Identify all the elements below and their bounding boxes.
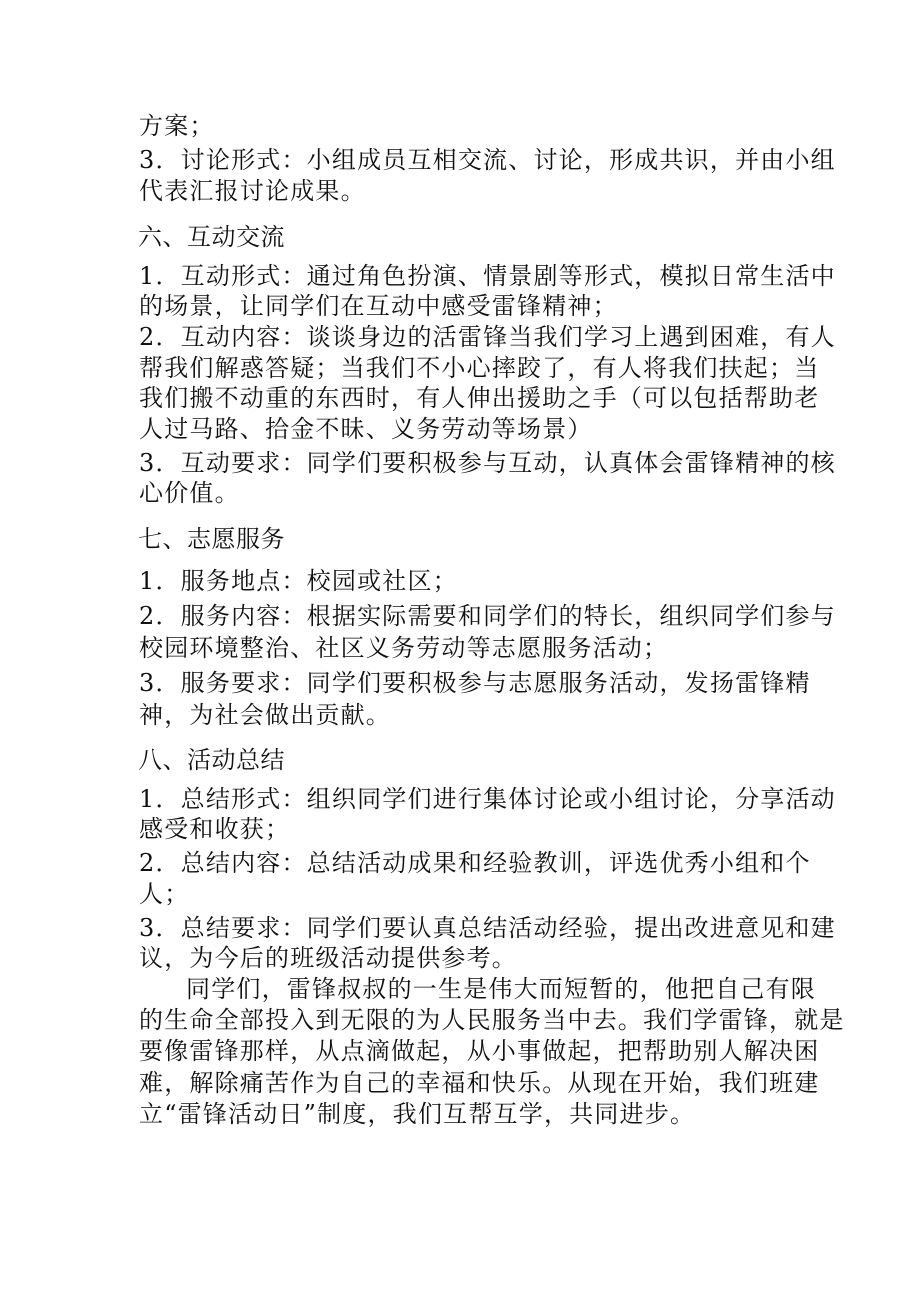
text-line: 人过马路、拾金不昧、义务劳动等场景）	[139, 415, 593, 443]
text-line: 校园环境整治、社区义务劳动等志愿服务活动；	[139, 634, 669, 662]
text-line: 要像雷锋那样，从点滴做起，从小事做起，把帮助别人解决困	[139, 1037, 820, 1065]
text-line: 神，为社会做出贡献。	[139, 701, 391, 729]
text-line: 2．互动内容：谈谈身边的活雷锋当我们学习上遇到困难，有人	[139, 323, 836, 351]
section-heading: 八、活动总结	[138, 746, 285, 774]
text-line: 2．服务内容：根据实际需要和同学们的特长，组织同学们参与	[139, 602, 836, 630]
text-line: 难，解除痛苦作为自己的幸福和快乐。从现在开始，我们班建	[139, 1069, 820, 1097]
text-line: 3．总结要求：同学们要认真总结活动经验，提出改进意见和建	[139, 914, 836, 942]
text-line: 同学们，雷锋叔叔的一生是伟大而短暂的，他把自己有限	[186, 975, 816, 1003]
text-line: 立“雷锋活动日”制度，我们互帮互学，共同进步。	[139, 1100, 696, 1128]
text-line: 3．互动要求：同学们要积极参与互动，认真体会雷锋精神的核	[139, 449, 836, 477]
text-line: 我们搬不动重的东西时，有人伸出援助之手（可以包括帮助老	[139, 384, 820, 412]
text-line: 感受和收获；	[139, 815, 291, 843]
text-line: 代表汇报讨论成果。	[139, 177, 366, 205]
section-heading: 六、互动交流	[138, 223, 285, 251]
text-line: 1．服务地点：校园或社区；	[139, 567, 458, 595]
text-line: 帮我们解惑答疑；当我们不小心摔跤了，有人将我们扶起；当	[139, 354, 820, 382]
text-line: 的场景，让同学们在互动中感受雷锋精神；	[139, 292, 618, 320]
text-line: 3．服务要求：同学们要积极参与志愿服务活动，发扬雷锋精	[139, 669, 811, 697]
text-line: 方案；	[139, 112, 215, 140]
section-heading: 七、志愿服务	[138, 525, 285, 553]
text-line: 议，为今后的班级活动提供参考。	[139, 944, 517, 972]
text-line: 人；	[139, 880, 190, 908]
text-line: 的生命全部投入到无限的为人民服务当中去。我们学雷锋，就是	[139, 1006, 845, 1034]
text-line: 1．互动形式：通过角色扮演、情景剧等形式，模拟日常生活中	[139, 262, 836, 290]
text-line: 3．讨论形式：小组成员互相交流、讨论，形成共识，并由小组	[139, 146, 836, 174]
text-line: 1．总结形式：组织同学们进行集体讨论或小组讨论，分享活动	[139, 785, 836, 813]
text-line: 2．总结内容：总结活动成果和经验教训，评选优秀小组和个	[139, 849, 811, 877]
text-line: 心价值。	[139, 479, 240, 507]
